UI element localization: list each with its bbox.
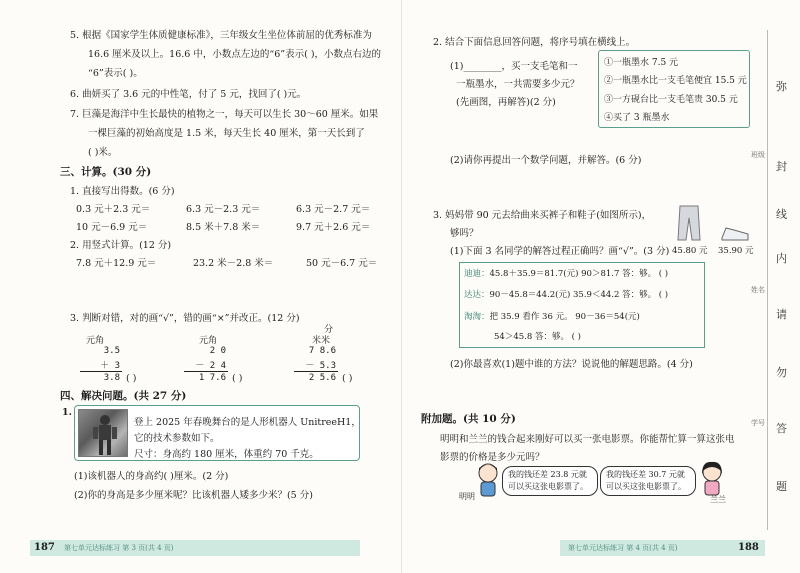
info-item: ④买了 3 瓶墨水 <box>604 113 670 123</box>
judge-c-result: 2 5.6 <box>308 373 336 383</box>
vertical-calc-item: 7.8 元＋12.9 元＝ <box>76 258 157 269</box>
answer-text: 把 35.9 看作 36 元。 90－36＝54(元) <box>489 312 640 322</box>
q5-line1: 5. 根据《国家学生体质健康标准》，三年级女生坐位体前屈的优秀标准为 <box>70 30 372 41</box>
q6-text: 6. 曲妍买了 3.6 元的中性笔，付了 5 元，找回了( )元。 <box>70 89 307 100</box>
pants-icon <box>676 204 702 242</box>
judge-a-mark[interactable]: ( ) <box>126 373 137 384</box>
name-right: 兰兰 <box>710 495 726 504</box>
q7-line1: 7. 巨藻是海洋中生长最快的植物之一，每天可以生长 30～60 厘米。如果 <box>70 109 379 120</box>
direct-calc-item: 6.3 元－2.7 元＝ <box>296 204 371 215</box>
binding-margin-line <box>767 30 768 530</box>
judge-a-head: 元角 <box>86 336 105 346</box>
judge-b-result: 1 7.6 <box>198 373 226 383</box>
info-item: ①一瓶墨水 7.5 元 <box>604 58 679 68</box>
judge-b-mark[interactable]: ( ) <box>232 373 243 384</box>
q3-line1: 3. 妈妈带 90 元去给曲来买裤子和鞋子(如图所示)， <box>433 210 652 221</box>
q2-1-line3: (先画图，再解答)(2 分) <box>456 97 556 108</box>
s4-q1: (1)该机器人的身高约( )厘米。(2 分) <box>74 471 229 482</box>
margin-char: 题 <box>776 480 787 493</box>
price-shoes: 35.90 元 <box>718 246 754 256</box>
judge-b-top: 2 0 <box>209 346 226 356</box>
name-left: 明明 <box>459 492 475 501</box>
q2-2: (2)请你再提出一个数学问题，并解答。(6 分) <box>450 155 642 166</box>
judge-c-head-top: 分 <box>324 325 334 335</box>
bonus-line2: 影票的价格是多少元吗？ <box>440 452 545 463</box>
answer-name: 达达： <box>464 290 490 300</box>
s3-3-title: 3. 判断对错，对的画“√”，错的画“×”并改正。(12 分) <box>70 313 300 324</box>
direct-calc-item: 6.3 元－2.3 元＝ <box>186 204 261 215</box>
judge-a-result: 3.8 <box>103 373 120 383</box>
section3-title: 三、计算。(30 分) <box>60 166 152 178</box>
answer-text: 45.8＋35.9＝81.7(元) 90＞81.7 答：够。 ( ) <box>489 269 669 279</box>
s3-1-title: 1. 直接写出得数。(6 分) <box>70 186 175 197</box>
margin-char: 封 <box>776 160 787 173</box>
judge-a-line <box>80 371 122 372</box>
margin-label: 学号 <box>751 419 765 427</box>
answer-name: 淘淘： <box>464 312 490 322</box>
direct-calc-item: 0.3 元＋2.3 元＝ <box>76 204 151 215</box>
bubble-right: 我的钱还差 30.7 元就可以买这张电影票了。 <box>600 466 696 496</box>
judge-c-mid: － 5.3 <box>305 361 336 371</box>
margin-label: 班级 <box>751 151 765 159</box>
margin-char: 线 <box>776 208 787 221</box>
robot-figure-icon <box>79 410 129 458</box>
q7-line3: ( )米。 <box>88 147 118 158</box>
judge-b-line <box>184 371 228 372</box>
answer-name: 迪迪： <box>464 269 490 279</box>
margin-char: 请 <box>776 308 787 321</box>
direct-calc-item: 8.5 米＋7.8 米＝ <box>186 222 261 233</box>
judge-a-top: 3.5 <box>103 346 120 356</box>
judge-b-head: 元角 <box>199 336 218 346</box>
direct-calc-item: 10 元－6.9 元＝ <box>76 222 148 233</box>
robot-text-line3: 尺寸：身高约 180 厘米，体重约 70 千克。 <box>134 449 319 460</box>
robot-text-line1: 登上 2025 年春晚舞台的是人形机器人 UnitreeH1， <box>134 417 361 428</box>
judge-c-line <box>294 371 338 372</box>
girl-icon <box>698 460 726 498</box>
s4-1-number: 1. <box>62 407 72 418</box>
answer-row <box>494 330 581 342</box>
bubble-left: 我的钱还差 23.8 元就可以买这张电影票了。 <box>502 466 598 496</box>
margin-char: 答 <box>776 422 787 435</box>
judge-a-mid: ＋ 3 <box>100 361 120 371</box>
margin-label: 姓名 <box>751 286 765 294</box>
right-footer-text: 第七单元达标练习 第 4 页(共 4 页) <box>568 544 678 552</box>
vertical-calc-item: 23.2 米－2.8 米＝ <box>193 258 274 269</box>
judge-b-mid: － 2 4 <box>195 361 226 371</box>
robot-photo <box>78 409 128 457</box>
info-item: ②一瓶墨水比一支毛笔便宜 15.5 元 <box>604 76 747 86</box>
right-page-number: 188 <box>738 542 759 553</box>
q2-title: 2. 结合下面信息回答问题，将序号填在横线上。 <box>433 37 636 48</box>
answer-row <box>464 310 640 322</box>
page-divider <box>401 0 402 573</box>
judge-c-mark[interactable]: ( ) <box>342 373 353 384</box>
answer-text: 90－45.8＝44.2(元) 35.9＜44.2 答：够。 ( ) <box>489 290 669 300</box>
bonus-line1: 明明和兰兰的钱合起来刚好可以买一张电影票。你能帮忙算一算这张电 <box>440 434 735 445</box>
s4-q2: (2)你的身高是多少厘米呢？比该机器人矮多少米？(5 分) <box>74 490 313 501</box>
answer-row <box>464 288 668 300</box>
q5-line3: “6”表示( )。 <box>88 68 143 79</box>
q3-2: (2)你最喜欢(1)题中谁的方法？说说他的解题思路。(4 分) <box>450 359 693 370</box>
left-footer-text: 第七单元达标练习 第 3 页(共 4 页) <box>64 544 174 552</box>
answer-text: 54＞45.8 答：够。 ( ) <box>494 332 581 342</box>
info-item: ③一方砚台比一支毛笔贵 30.5 元 <box>604 95 738 105</box>
q2-1-line1: (1)________，买一支毛笔和一 <box>450 61 578 72</box>
margin-char: 勿 <box>776 366 787 379</box>
margin-char: 弥 <box>776 80 787 93</box>
price-pants: 45.80 元 <box>672 246 708 256</box>
answer-row <box>464 267 668 279</box>
bonus-title: 附加题。(共 10 分) <box>421 413 516 425</box>
s3-2-title: 2. 用竖式计算。(12 分) <box>70 240 172 251</box>
shoes-icon <box>720 224 750 242</box>
left-page-number: 187 <box>34 542 55 553</box>
q5-line2: 16.6 厘米及以上。16.6 中，小数点左边的“6”表示( )，小数点右边的 <box>88 49 382 60</box>
q3-1: (1)下面 3 名同学的解答过程正确吗？画“√”。(3 分) <box>450 246 670 257</box>
robot-text-line2: 它的技术参数如下。 <box>134 433 220 444</box>
judge-c-top: 7 8.6 <box>308 346 336 356</box>
vertical-calc-item: 50 元－6.7 元＝ <box>306 258 378 269</box>
margin-char: 内 <box>776 252 787 265</box>
q2-1-line2: 一瓶墨水，一共需要多少元？ <box>456 79 580 90</box>
boy-icon <box>474 462 502 498</box>
direct-calc-item: 9.7 元＋2.6 元＝ <box>296 222 371 233</box>
q7-line2: 一棵巨藻的初始高度是 1.5 米，每天生长 40 厘米，第一天长到了 <box>88 128 365 139</box>
section4-title: 四、解决问题。(共 27 分) <box>60 390 187 402</box>
q3-line2: 够吗？ <box>450 228 479 239</box>
judge-c-head: 米米 <box>312 336 331 346</box>
